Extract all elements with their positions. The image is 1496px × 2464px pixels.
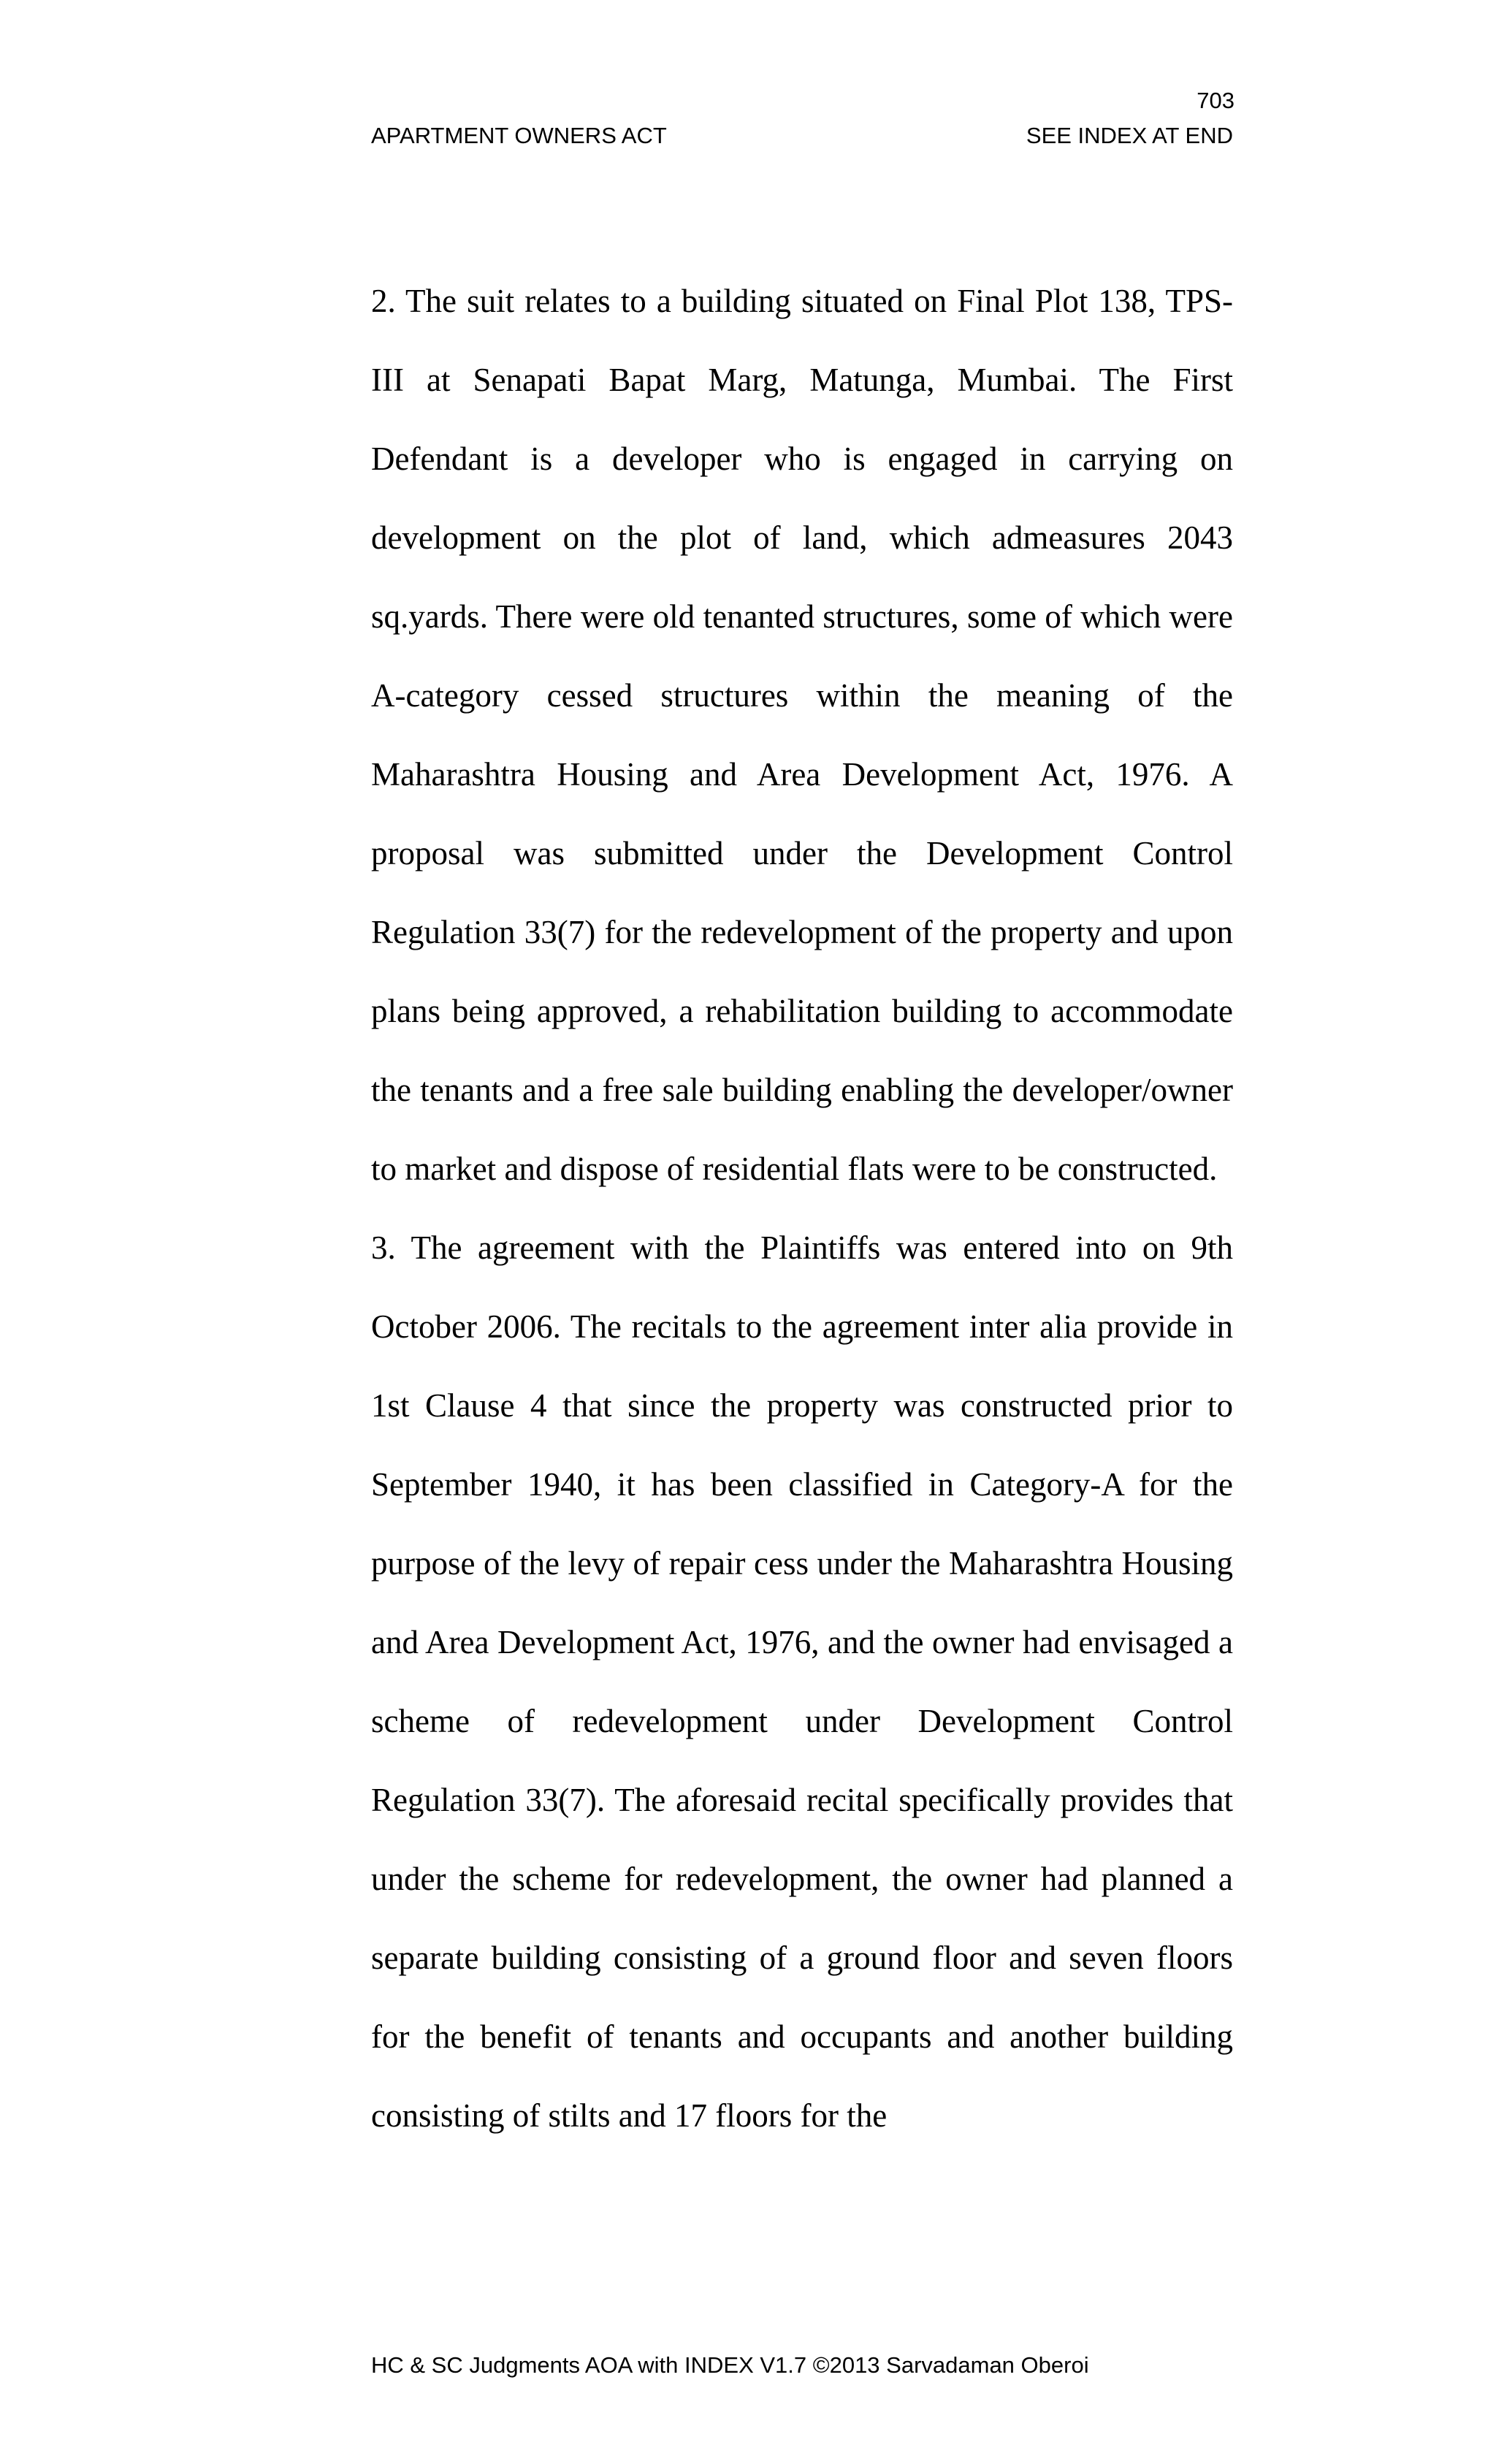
paragraph-3: 3. The agreement with the Plaintiffs was entered into on 9th October 2006. The recitals to the agreement inter alia provide in 1st Clause 4 that since the property was constructed prior to September 1940, it has been classified in Category-A for the purpose of the levy of repair cess under the Maharashtra Housing and Area Development Act, 1976, and the owner had envisaged a scheme of redevelopment under Development Control Regulation 33(7). The aforesaid recital specifically provides that under the scheme for redevelopment, the owner had planned a separate building consisting of a ground floor and seven floors for the benefit of tenants and occupants and another building consisting of stilts and 17 floors for the [371,1229,1233,2134]
document-body [371,262,1233,2155]
header-title: APARTMENT OWNERS ACT [371,123,667,148]
paragraph-2: 2. The suit relates to a building situated on Final Plot 138, TPS-III at Senapati Bapat Marg, Matunga, Mumbai. The First Defendant is a developer who is engaged in carrying on development on the plot of land, which admeasures 2043 sq.yards. There were old tenanted structures, some of which were A-category cessed structures within the meaning of the Maharashtra Housing and Area Development Act, 1976. A proposal was submitted under the Development Control Regulation 33(7) for the redevelopment of the property and upon plans being approved, a rehabilitation building to accommodate the tenants and a free sale building enabling the developer/owner to market and dispose of residential flats were to be constructed. [371,283,1233,1187]
page-number: 703 [1197,88,1234,113]
running-header [371,121,1233,150]
page-footer: HC & SC Judgments AOA with INDEX V1.7 ©2013 Sarvadaman Oberoi [371,2352,1089,2378]
header-index-note: SEE INDEX AT END [1026,123,1233,148]
